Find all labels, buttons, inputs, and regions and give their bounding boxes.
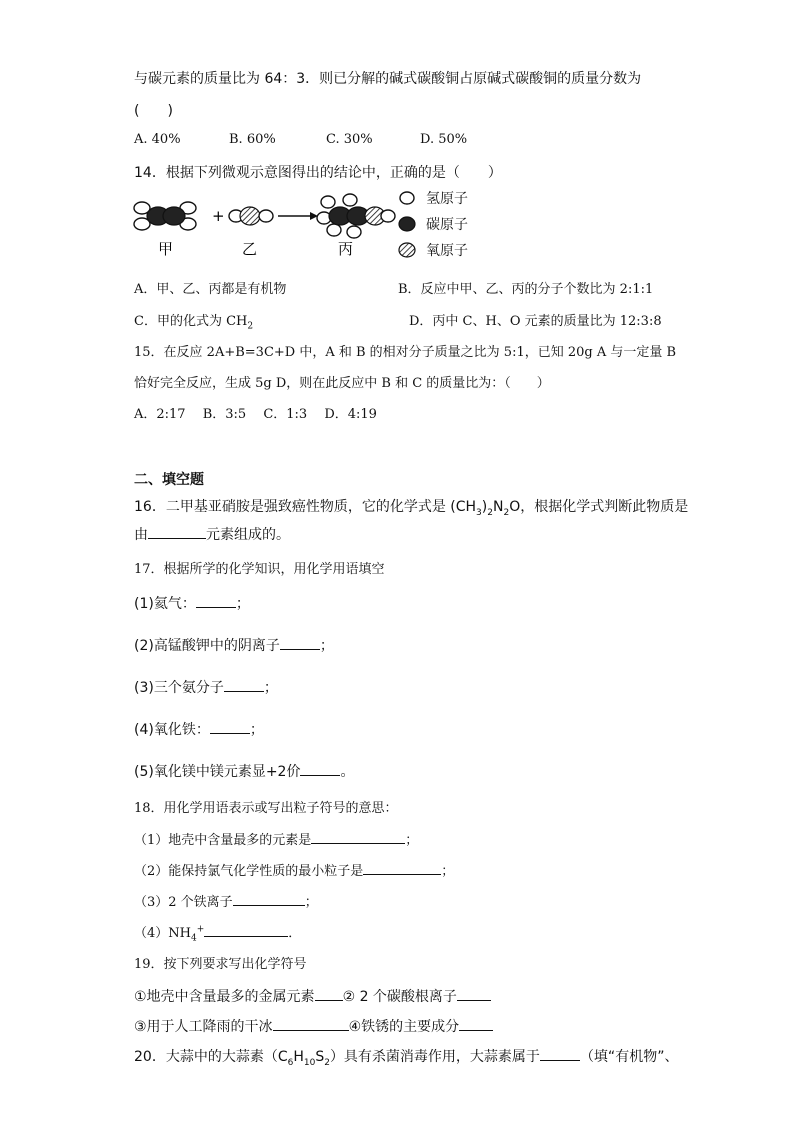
- legend-hydrogen-label: 氢原子: [426, 191, 468, 207]
- carbon-atom-icon: [398, 216, 416, 232]
- molecule-yi: [229, 207, 273, 225]
- q18-blank-3[interactable]: [233, 893, 305, 906]
- label-jia: 甲: [158, 240, 174, 258]
- label-yi: 乙: [242, 240, 258, 258]
- q16-blank[interactable]: [148, 526, 206, 539]
- q13-option-c: C. 30%: [326, 132, 373, 147]
- q18-stem: 18．用化学用语表示或写出粒子符号的意思：: [134, 801, 398, 816]
- q18-item-4: $(4)NH_4^+$ ．: [134, 924, 302, 944]
- q18-item-2: （2）能保持氯气化学性质的最小粒子是 ；: [134, 864, 455, 879]
- q17-stem: 17．根据所学的化学知识，用化学用语填空: [134, 562, 385, 577]
- legend-carbon-label: 碳原子: [426, 217, 468, 233]
- q14-option-c: C．甲的化式为 $CH_2$: [134, 314, 254, 332]
- q15-line2: 恰好完全反应，生成 5g D，则在此反应中 B 和 C 的质量比为：（ ）: [134, 376, 550, 391]
- q17-item-5: (5)氧化镁中镁元素显+2价 。: [134, 764, 355, 780]
- q17-item-3: (3)三个氨分子 ；: [134, 680, 278, 696]
- molecule-jia: [134, 202, 196, 230]
- q18-item-1: （1）地壳中含量最多的元素是 ；: [134, 833, 419, 848]
- q19-blank-3[interactable]: [273, 1018, 349, 1031]
- q19-row-2: ③用于人工降雨的干冰 ④铁锈的主要成分: [134, 1016, 493, 1036]
- q20-blank[interactable]: [540, 1048, 580, 1061]
- q15-line1: 15．在反应 2A+B=3C+D 中，A 和 B 的相对分子质量之比为 5:1，已知 20g A 与一定量 B: [134, 345, 677, 360]
- q18-blank-4[interactable]: [204, 924, 288, 937]
- q16-line2: 由 元素组成的。: [134, 527, 290, 543]
- q19-row-1: ①地壳中含量最多的金属元素 ② 2 个碳酸根离子: [134, 986, 491, 1006]
- q17-item-2: (2)高锰酸钾中的阴离子 ；: [134, 638, 334, 654]
- q17-blank-3[interactable]: [224, 679, 264, 692]
- q17-item-1: (1)氦气： ；: [134, 596, 250, 612]
- q17-blank-2[interactable]: [280, 637, 320, 650]
- section-title: 二、填空题: [134, 472, 204, 488]
- atom-legend: [398, 186, 518, 266]
- q17-blank-1[interactable]: [196, 595, 236, 608]
- q14-stem: 14．根据下列微观示意图得出的结论中，正确的是（ ）: [134, 165, 502, 181]
- q13-option-b: B. 60%: [229, 132, 276, 147]
- q13-option-a: A. 40%: [134, 132, 181, 147]
- q17-item-4: (4)氧化铁： ；: [134, 722, 264, 738]
- oxygen-atom-icon: [398, 242, 416, 258]
- molecule-bing: [317, 194, 395, 238]
- q18-item-3: （3）2 个铁离子 ；: [134, 895, 318, 910]
- q19-blank-4[interactable]: [459, 1018, 493, 1031]
- q13-line1: 与碳元素的质量比为 64：3．则已分解的碱式碳酸铜占原碱式碳酸铜的质量分数为: [134, 71, 642, 87]
- legend-oxygen: [398, 240, 468, 260]
- q13-paren: ( ): [134, 103, 173, 119]
- q15-options: A．2:17 B．3:5 C．1:3 D．4:19: [134, 407, 377, 422]
- q13-option-d: D. 50%: [420, 132, 468, 147]
- label-bing: 丙: [338, 240, 354, 258]
- q18-blank-2[interactable]: [363, 862, 441, 875]
- plus-sign: +: [212, 207, 225, 225]
- legend-hydrogen: [398, 188, 468, 208]
- legend-carbon: [398, 214, 468, 234]
- reaction-arrow: [278, 212, 318, 220]
- hydrogen-atom-icon: [398, 191, 416, 205]
- q16-line1: 16．二甲基亚硝胺是强致癌性物质，它的化学式是 $(CH_3)_2N_2O$，根据化学式判断此物质是: [134, 499, 689, 518]
- q14-option-d: D．丙中 C、H、O 元素的质量比为 12:3:8: [409, 314, 662, 329]
- q19-stem: 19．按下列要求写出化学符号: [134, 957, 307, 972]
- q19-blank-2[interactable]: [457, 988, 491, 1001]
- q17-blank-5[interactable]: [300, 763, 340, 776]
- q19-blank-1[interactable]: [315, 988, 343, 1001]
- q20-line: 20．大蒜中的大蒜素$(C_6H_{10}S_2)$具有杀菌消毒作用，大蒜素属于 （填“有机物”、: [134, 1049, 679, 1068]
- legend-oxygen-label: 氧原子: [426, 243, 468, 259]
- q18-blank-1[interactable]: [311, 831, 405, 844]
- q14-option-b: B．反应中甲、乙、丙的分子个数比为 2:1:1: [398, 282, 654, 297]
- q14-option-a: A．甲、乙、丙都是有机物: [134, 282, 287, 297]
- q17-blank-4[interactable]: [210, 721, 250, 734]
